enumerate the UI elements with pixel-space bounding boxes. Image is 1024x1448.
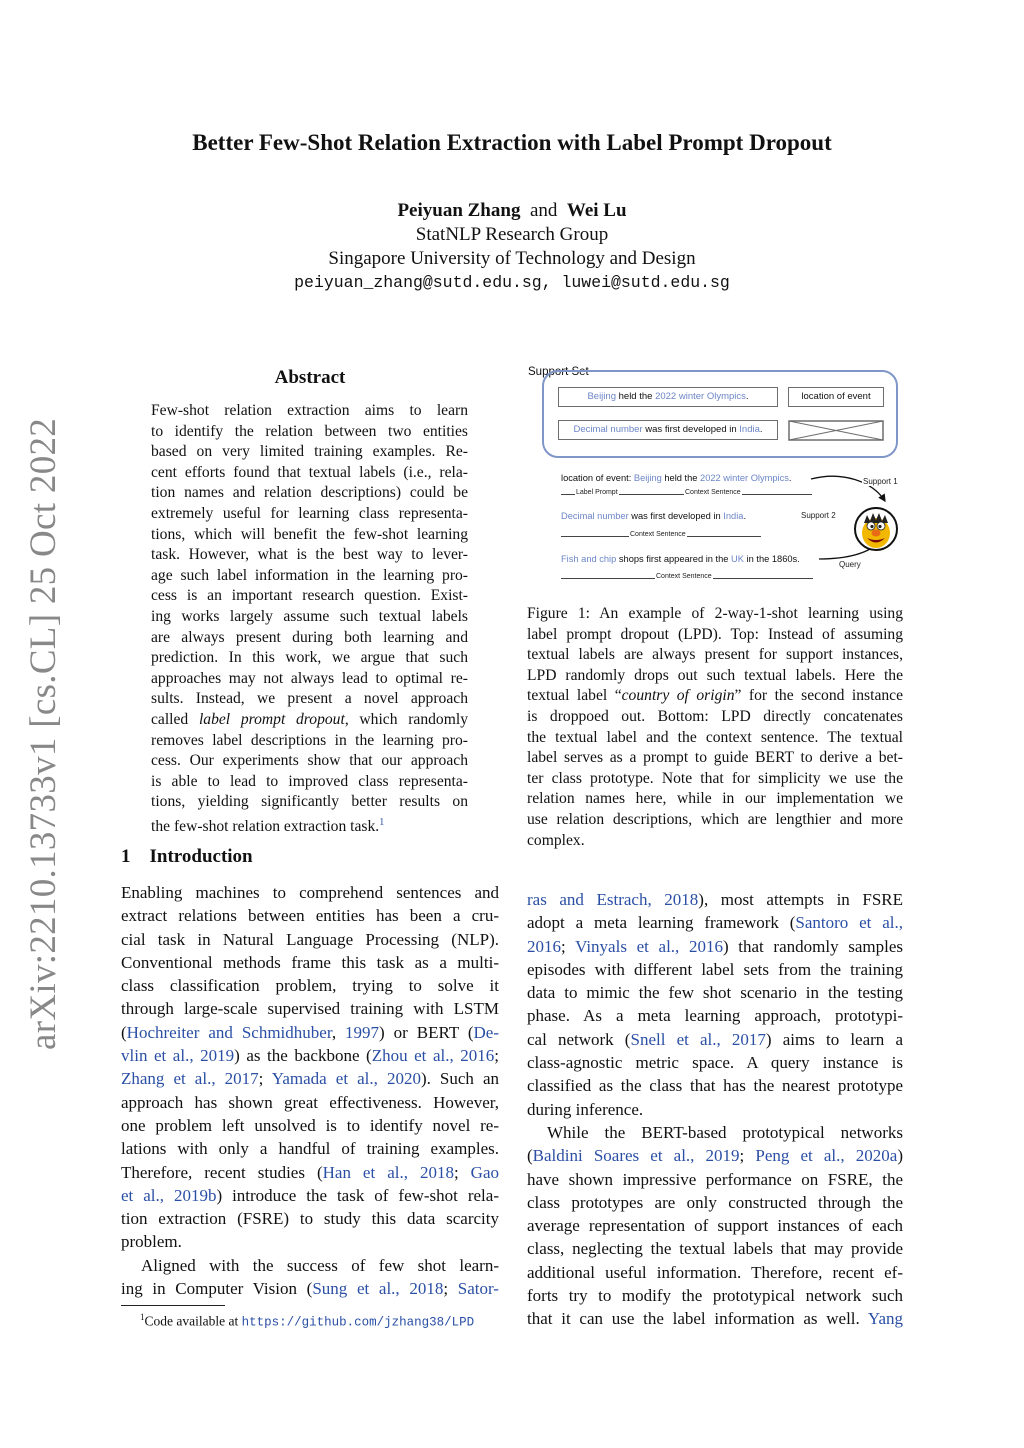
body-line: class-agnostic metric space. A query instance is <box>527 1053 903 1073</box>
caption-line: relation names here, while in our implementation we <box>527 790 903 808</box>
body-line: approach has shown great effectiveness. However, <box>121 1092 499 1112</box>
abstract-line: cess. Our experiments show that our approach <box>151 752 468 770</box>
dropped-label-box <box>788 420 885 441</box>
caption-italic: country of origin <box>621 687 735 705</box>
abstract-line: based on very limited training examples. Re- <box>151 443 468 461</box>
caption-text: ” for the second instance <box>734 687 903 705</box>
support-sentence-2 <box>558 420 778 440</box>
body-line: extract relations between entities has been a cru- <box>121 906 499 926</box>
label-prompt-text: location of event: <box>561 473 634 483</box>
body-line <box>121 1021 499 1044</box>
abstract-body <box>151 401 468 838</box>
body-text: Therefore, recent studies ( <box>121 1162 323 1182</box>
body-line <box>527 1144 903 1167</box>
caption-text: textual label “ <box>527 687 622 705</box>
caption-line: use relation descriptions, which are lengthier and more <box>527 810 903 828</box>
body-line: additional useful information. Therefore, recent ef- <box>527 1262 903 1282</box>
sentence-text: in the 1860s. <box>743 554 800 564</box>
abstract-heading: Abstract <box>274 367 346 388</box>
abstract-line: cent efforts found that textual labels (i.e., rela- <box>151 463 468 481</box>
entity-tail: India <box>739 424 760 435</box>
arxiv-stamp[interactable]: arXiv:2210.13733v1 [cs.CL] 25 Oct 2022 <box>23 417 64 1050</box>
affiliation-group: StatNLP Research Group <box>415 224 609 245</box>
body-line: Aligned with the success of few shot learn- <box>141 1255 499 1275</box>
body-line <box>121 1161 499 1184</box>
bert-icon <box>854 507 898 551</box>
body-text: ; <box>494 1046 499 1066</box>
abstract-line: sults. Instead, we present a novel approach <box>151 690 468 708</box>
body-line: class, neglecting the textual labels that may provide <box>527 1239 903 1259</box>
citation-link[interactable]: Gao <box>470 1162 499 1182</box>
body-line: problem. <box>121 1232 182 1252</box>
author-block <box>0 199 1024 295</box>
body-line: data to mimic the few shot scenario in the testing <box>527 983 903 1003</box>
body-line <box>121 1044 499 1067</box>
citation-link[interactable]: Sator- <box>457 1279 499 1299</box>
method-name: label prompt dropout <box>198 710 345 728</box>
body-line: through large-scale supervised training with LSTM <box>121 999 499 1019</box>
abstract-line: task. However, what is the best way to lever- <box>151 546 468 564</box>
label-prompt-tag: Label Prompt <box>576 489 618 496</box>
body-line <box>527 935 903 958</box>
paper-title: Better Few-Shot Relation Extraction with Label Prompt Dropout <box>192 130 832 155</box>
sentence-text: held the <box>661 473 701 483</box>
sentence-text: shops first appeared in the <box>616 554 732 564</box>
abstract-line: removes label descriptions in the learning pro- <box>151 731 468 749</box>
body-text: ) that randomly samples <box>722 936 903 956</box>
support-2-label: Support 2 <box>801 511 836 520</box>
citation-link[interactable]: Baldini Soares et al., 2019 <box>532 1146 740 1166</box>
caption-line: label prompt dropout (LPD). Top: Instead of assuming <box>527 625 903 643</box>
body-line: phase. As a meta learning approach, prototypi- <box>527 1006 903 1026</box>
body-line: lations with only a handful of training examples. <box>121 1139 499 1159</box>
abstract-line: tions, yielding significantly better results on <box>151 793 468 811</box>
support-1-label: Support 1 <box>863 477 898 486</box>
support-set-box <box>542 370 898 458</box>
body-text: ( <box>121 1022 127 1042</box>
caption-line: is droppoed out. Bottom: LPD directly concatenates <box>527 707 903 725</box>
body-text: ) as the backbone ( <box>234 1046 372 1066</box>
footnote-marker[interactable]: 1 <box>379 816 385 828</box>
body-line: average representation of support instances of each <box>527 1216 903 1236</box>
footnote-rule <box>121 1305 225 1306</box>
code-url-link[interactable]: https://github.com/jzhang38/LPD <box>241 1315 475 1330</box>
body-line <box>527 888 903 911</box>
author-1: Peiyuan Zhang <box>397 200 521 221</box>
citation-link[interactable]: et al., 2019b <box>121 1185 217 1205</box>
support-sentence-1 <box>558 387 778 407</box>
body-text: ) or BERT ( <box>379 1022 474 1042</box>
body-text: ) introduce the task of few-shot rela- <box>216 1185 499 1205</box>
body-line <box>527 911 903 934</box>
citation-link[interactable]: Yang <box>867 1309 903 1329</box>
abstract-line: Few-shot relation extraction aims to learn <box>151 402 468 419</box>
footnote <box>140 1312 474 1330</box>
body-line <box>121 1184 499 1207</box>
caption-line: Figure 1: An example of 2-way-1-shot learning using <box>527 605 903 622</box>
body-text: ; <box>561 936 576 956</box>
body-text: ) <box>897 1146 903 1166</box>
body-text: cal network ( <box>527 1029 631 1049</box>
sentence-text: was first developed in <box>628 511 724 521</box>
abstract-line: tion names and relation descriptions) could be <box>151 484 468 502</box>
body-line: Conventional methods frame this task as a multi- <box>121 952 499 972</box>
entity-tail: 2022 winter Olympics <box>700 473 789 483</box>
entity-tail: 2022 winter Olympics <box>655 391 746 402</box>
caption-line: label serves as a prompt to guide BERT to derive a bet- <box>527 749 903 767</box>
body-text: ; <box>258 1069 272 1089</box>
body-text: ; <box>739 1146 756 1166</box>
body-line: cial task in Natural Language Processing (NLP). <box>121 929 499 949</box>
body-line: tion extraction (FSRE) to study this data scarcity <box>121 1209 499 1229</box>
body-line: class prototypes are only constructed through the <box>527 1192 903 1212</box>
caption-line: LPD randomly drops out such textual labels. Here the <box>527 666 903 684</box>
affiliation-university: Singapore University of Technology and Design <box>328 248 696 269</box>
support-set-label: Support Set <box>528 366 589 378</box>
citation-link[interactable]: 2016 <box>527 936 561 956</box>
citation-link[interactable]: Han et al., 2018 <box>322 1162 454 1182</box>
abstract-text: called <box>151 710 199 728</box>
body-line <box>121 1277 499 1300</box>
label-box-1: location of event <box>788 387 884 407</box>
body-text: ). Such an <box>420 1069 499 1089</box>
caption-line: ter class prototype. Note that for simplicity we use the <box>527 769 903 787</box>
body-line: one problem left unsolved is to identify novel re- <box>121 1115 499 1135</box>
abstract-line: ing works largely assume such textual labels <box>151 607 468 625</box>
citation-link[interactable]: Peng et al., 2020a <box>755 1146 898 1166</box>
caption-line: textual labels are always present for support instances, <box>527 646 903 664</box>
citation-link[interactable]: ras and Estrach, 2018 <box>527 890 699 909</box>
entity-head: Decimal number <box>561 511 629 521</box>
entity-head: Beijing <box>633 473 662 483</box>
body-text: ) aims to learn a <box>765 1029 903 1049</box>
author-2: Wei Lu <box>566 200 627 221</box>
sentence-text: . <box>759 424 763 435</box>
citation-link[interactable]: , 2017 <box>211 1069 259 1089</box>
lpd-input-1 <box>561 473 792 483</box>
entity-tail: India <box>723 511 744 521</box>
author-and: and <box>529 200 558 221</box>
abstract-line: age such label information in the learning pro- <box>151 566 468 584</box>
entity-tail: UK <box>731 554 744 564</box>
footnote-text: Code available at <box>144 1313 242 1329</box>
query-label: Query <box>839 560 861 569</box>
body-text: ), most attempts in FSRE <box>698 890 903 909</box>
citation-link[interactable]: Zhou et al., 2016 <box>371 1046 495 1066</box>
sentence-text: . <box>745 391 749 402</box>
citation-link[interactable]: , 2020 <box>373 1069 421 1089</box>
abstract-line: prediction. In this work, we argue that such <box>151 649 468 667</box>
abstract-line: to identify the relation between two entities <box>151 422 468 440</box>
body-text: , <box>331 1022 346 1042</box>
body-text: ; <box>453 1162 471 1182</box>
abstract-text: the few-shot relation extraction task. <box>151 818 380 836</box>
entity-head: Beijing <box>587 391 616 402</box>
body-text: ( <box>527 1146 533 1166</box>
context-sentence-tag: Context Sentence <box>630 531 686 538</box>
citation-link[interactable]: Yamada et al. <box>271 1069 374 1089</box>
sentence-text: . <box>788 473 792 483</box>
body-line: forts try to modify the prototypical network such <box>527 1286 903 1306</box>
context-sentence-tag: Context Sentence <box>656 573 712 580</box>
citation-link[interactable]: Snell et al., 2017 <box>630 1029 766 1049</box>
body-line: While the BERT-based prototypical networks <box>547 1122 903 1142</box>
citation-link[interactable]: Hochreiter and Schmidhuber <box>126 1022 332 1042</box>
body-text: that it can use the label information as well. <box>527 1309 868 1329</box>
sentence-text: was first developed in <box>642 424 740 435</box>
entity-head: Decimal number <box>573 424 643 435</box>
body-line: during inference. <box>527 1099 644 1119</box>
footnote-number: 1 <box>140 1312 145 1322</box>
caption-line <box>527 686 903 707</box>
author-emails[interactable]: peiyuan_zhang@sutd.edu.sg, luwei@sutd.edu.sg <box>294 273 730 292</box>
body-line <box>527 1028 903 1051</box>
citation-link[interactable]: Zhang et al. <box>121 1069 212 1089</box>
sentence-text: held the <box>615 391 656 402</box>
abstract-line: is able to lead to improved class representa- <box>151 772 468 790</box>
body-line: have shown impressive performance on FSRE, the <box>527 1169 903 1189</box>
intro-right-column <box>527 888 903 1331</box>
sentence-text: . <box>743 511 747 521</box>
citation-link[interactable]: Santoro et al., <box>795 913 903 933</box>
figure-1 <box>527 362 905 594</box>
query-input <box>561 554 800 564</box>
body-line: Enabling machines to comprehend sentences and <box>121 883 499 902</box>
figure-1-caption <box>527 604 903 851</box>
lpd-input-2 <box>561 511 746 521</box>
body-text: adopt a meta learning framework ( <box>527 913 796 933</box>
caption-line: the textual label and the context sentence. The textual <box>527 728 903 746</box>
abstract-line: extremely useful for learning class representa- <box>151 504 468 522</box>
citation-link[interactable]: Vinyals et al., 2016 <box>575 936 723 956</box>
body-text: ing in Computer Vision ( <box>121 1279 313 1299</box>
abstract-line: tions, which will benefit the few-shot learning <box>151 525 468 543</box>
body-line: classified as the class that has the nearest prototype <box>527 1076 903 1096</box>
citation-link[interactable]: vlin et al., 2019 <box>121 1046 235 1066</box>
body-line: episodes with different label sets from the training <box>527 959 903 979</box>
abstract-line <box>151 813 468 838</box>
abstract-line: approaches may not always lead to optimal re- <box>151 669 468 687</box>
body-line: class classification problem, trying to solve it <box>121 976 499 996</box>
entity-head: Fish and chip <box>561 554 617 564</box>
context-sentence-tag: Context Sentence <box>685 489 741 496</box>
citation-link[interactable]: 1997 <box>345 1022 380 1042</box>
abstract-line: cess is an important research question. Exist- <box>151 587 468 605</box>
intro-left-column <box>121 881 499 1300</box>
abstract-text: , which randomly <box>344 710 468 728</box>
abstract-line <box>151 710 468 731</box>
body-text: ; <box>443 1279 458 1299</box>
citation-link[interactable]: De- <box>473 1022 499 1042</box>
caption-line: complex. <box>527 831 585 849</box>
abstract-line: are always present during both learning and <box>151 628 468 646</box>
body-line <box>527 1307 903 1330</box>
section-heading-introduction: 1 Introduction <box>121 846 253 867</box>
body-line <box>121 1067 499 1090</box>
citation-link[interactable]: Sung et al., 2018 <box>312 1279 444 1299</box>
